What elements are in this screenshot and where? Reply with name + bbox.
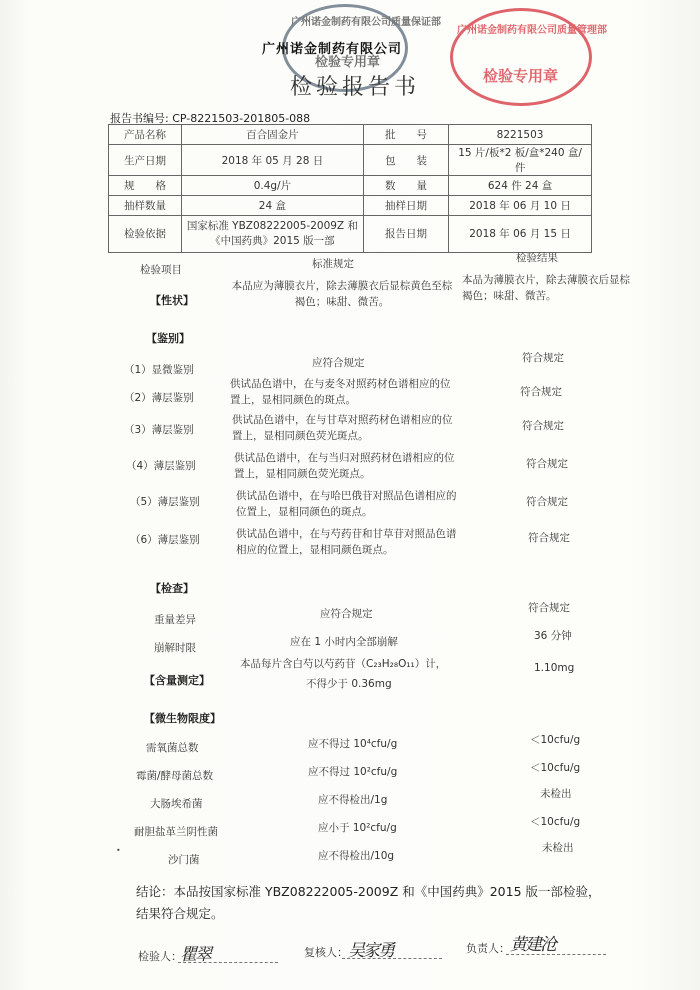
quality-management-seal (450, 8, 607, 106)
ident-1-standard: 应符合规定 (312, 357, 365, 369)
basis-label: 检验依据 (109, 216, 182, 253)
seal-center-text: 检验专用章 (315, 55, 381, 70)
inspect-2-standard: 应在 1 小时内全部崩解 (290, 636, 398, 648)
sample-qty-label: 抽样数量 (109, 196, 182, 216)
quantity-label: 数 量 (363, 176, 448, 196)
section-microbial: 【微生物限度】 (144, 712, 221, 725)
reviewer-signature-line (342, 958, 442, 959)
spec-value: 0.4g/片 (181, 176, 363, 196)
section-inspection: 【检查】 (150, 582, 194, 595)
product-label: 产品名称 (109, 125, 182, 145)
micro-4-standard: 应小于 10²cfu/g (318, 822, 397, 834)
ident-6-item: （6）薄层鉴别 (130, 534, 200, 546)
ident-3-result: 符合规定 (522, 420, 564, 432)
header-result: 检验结果 (516, 252, 558, 264)
responsible-label: 负责人： (466, 942, 510, 955)
spec-label: 规 格 (109, 176, 182, 196)
ident-6-result: 符合规定 (528, 532, 570, 544)
reviewer-signature: 吴家勇 (348, 941, 393, 961)
sample-qty-value: 24 盒 (181, 196, 363, 216)
ident-5-item: （5）薄层鉴别 (130, 496, 200, 508)
company-name: 广州诺金制药有限公司 (262, 42, 403, 57)
ident-2-standard: 供试品色谱中，在与麦冬对照药材色谱相应的位置上，显相同颜色的斑点。 (230, 378, 451, 406)
seal-ring-text: 广州诺金制药有限公司质量管理部 (457, 25, 607, 36)
header-standard: 标准规定 (312, 258, 354, 270)
inspector-label: 检验人： (138, 950, 182, 963)
ident-4-item: （4）薄层鉴别 (126, 460, 196, 472)
ident-2-result: 符合规定 (520, 386, 562, 398)
quantity-value: 624 件 24 盒 (449, 176, 592, 196)
product-info-table (108, 124, 592, 253)
micro-1-item: 需氧菌总数 (146, 742, 199, 754)
micro-4-item: 耐胆盐革兰阴性菌 (134, 826, 218, 838)
package-value: 15 片/板*2 板/盒*240 盒/件 (449, 145, 592, 176)
batch-value: 8221503 (449, 125, 592, 145)
ident-1-result: 符合规定 (522, 352, 564, 364)
inspect-1-standard: 应符合规定 (320, 608, 373, 620)
assay-standard-line-2: 不得少于 0.36mg (306, 678, 392, 690)
micro-1-result: ＜10cfu/g (530, 734, 581, 746)
ident-6-standard: 供试品色谱中，在与芍药苷和甘草苷对照品色谱相应的位置上，显相同颜色斑点。 (236, 528, 457, 556)
seal-ring-text: 广州诺金制药有限公司质量保证部 (291, 17, 441, 28)
conclusion-line-2: 结果符合规定。 (136, 906, 224, 921)
micro-1-standard: 应不得过 10⁴cfu/g (308, 738, 398, 750)
inspect-2-item: 崩解时限 (154, 642, 196, 654)
basis-line-1: 国家标准 YBZ08222005-2009Z 和 (186, 220, 358, 232)
micro-5-standard: 应不得检出/10g (318, 850, 395, 862)
reviewer-label: 复核人： (304, 946, 348, 959)
margin-dot: • (116, 846, 121, 855)
ident-2-item: （2）薄层鉴别 (124, 392, 194, 404)
assay-result: 1.10mg (534, 662, 575, 674)
seal-center-text: 检验专用章 (483, 67, 559, 85)
mfg-date-label: 生产日期 (109, 145, 182, 176)
micro-3-result: 未检出 (540, 788, 572, 800)
micro-2-standard: 应不得过 10²cfu/g (308, 766, 398, 778)
responsible-signature: 黄建沧 (510, 935, 555, 955)
sample-date-value: 2018 年 06 月 10 日 (449, 196, 592, 216)
package-label: 包 装 (363, 145, 448, 176)
basis-value (181, 216, 363, 253)
micro-4-result: ＜10cfu/g (530, 816, 581, 828)
ident-5-standard: 供试品色谱中，在与哈巴俄苷对照品色谱相应的位置上，显相同颜色的斑点。 (236, 490, 457, 518)
assay-standard-line-1: 本品每片含白芍以芍药苷（C₂₃H₂₈O₁₁）计， (240, 658, 447, 670)
conclusion-line-1: 结论：本品按国家标准 YBZ08222005-2009Z 和《中国药典》2015 版一部检验， (136, 884, 601, 899)
micro-2-item: 霉菌/酵母菌总数 (136, 770, 214, 782)
section-identification: 【鉴别】 (146, 332, 190, 345)
ident-4-standard: 供试品色谱中，在与当归对照药材色谱相应的位置上，显相同颜色荧光斑点。 (234, 452, 455, 480)
micro-3-standard: 应不得检出/1g (318, 794, 388, 806)
ident-3-standard: 供试品色谱中，在与甘草对照药材色谱相应的位置上，显相同颜色荧光斑点。 (232, 414, 453, 442)
product-value: 百合固金片 (181, 125, 363, 145)
section-character: 【性状】 (150, 294, 194, 307)
report-date-label: 报告日期 (363, 216, 448, 253)
inspect-1-item: 重量差异 (154, 614, 196, 626)
character-standard: 本品应为薄膜衣片，除去薄膜衣后显棕黄色至棕褐色；味甜、微苦。 (231, 280, 453, 308)
micro-5-item: 沙门菌 (168, 854, 200, 866)
micro-2-result: ＜10cfu/g (530, 762, 581, 774)
basis-line-2: 《中国药典》2015 版一部 (210, 235, 335, 247)
responsible-signature-line (506, 954, 606, 955)
micro-3-item: 大肠埃希菌 (150, 798, 203, 810)
character-result: 本品为薄膜衣片，除去薄膜衣后显棕褐色；味甜、微苦。 (462, 274, 630, 302)
ident-5-result: 符合规定 (526, 496, 568, 508)
batch-label: 批 号 (363, 125, 448, 145)
section-assay: 【含量测定】 (144, 674, 210, 687)
sample-date-label: 抽样日期 (363, 196, 448, 216)
ident-3-item: （3）薄层鉴别 (124, 424, 194, 436)
mfg-date-value: 2018 年 05 月 28 日 (181, 145, 363, 176)
inspect-1-result: 符合规定 (528, 602, 570, 614)
ident-1-item: （1）显微鉴别 (124, 364, 194, 376)
ident-4-result: 符合规定 (526, 458, 568, 470)
report-date-value: 2018 年 06 月 15 日 (449, 216, 592, 253)
header-item: 检验项目 (140, 264, 182, 276)
micro-5-result: 未检出 (542, 842, 574, 854)
inspector-signature-line (178, 962, 278, 963)
page-title: 检验报告书 (290, 75, 421, 100)
inspect-2-result: 36 分钟 (534, 630, 572, 642)
inspector-signature: 瞿翠 (180, 945, 210, 965)
report-number: 报告书编号: CP-8221503-201805-088 (110, 112, 311, 125)
